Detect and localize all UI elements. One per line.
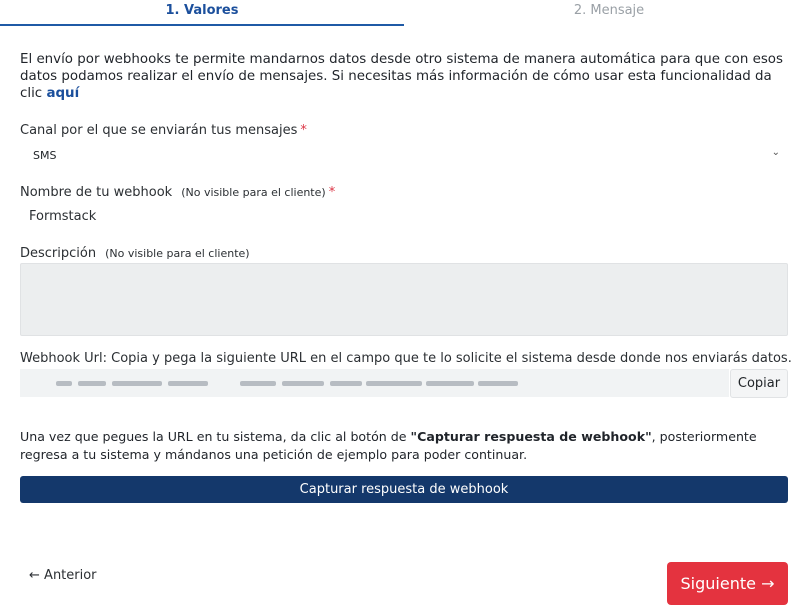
tab-mensaje[interactable]: 2. Mensaje xyxy=(573,3,645,18)
webhook-name-label-text: Nombre de tu webhook xyxy=(20,185,173,200)
capture-webhook-button[interactable]: Capturar respuesta de webhook xyxy=(20,476,788,503)
channel-select[interactable] xyxy=(20,142,788,168)
webhook-name-label xyxy=(20,185,335,200)
back-button[interactable] xyxy=(29,568,97,583)
help-link[interactable]: aquí xyxy=(46,86,80,101)
channel-value: SMS xyxy=(33,149,57,162)
intro-body: El envío por webhooks te permite mandarnos datos desde otro sistema de manera automática para que con esos datos podamos realizar el envío de mensajes. Si necesitas más información de cómo usar esta funcionalidad da clic xyxy=(20,52,783,101)
copy-button[interactable]: Copiar xyxy=(730,369,788,398)
instructions-part1: Una vez que pegues la URL en tu sistema, da clic al botón de xyxy=(20,429,411,444)
arrow-left-icon: ← xyxy=(29,568,40,583)
redacted-url-segment xyxy=(282,381,324,386)
redacted-url-segment xyxy=(478,381,518,386)
instructions-bold: "Capturar respuesta de webhook" xyxy=(410,429,652,444)
next-button[interactable] xyxy=(667,562,788,605)
webhook-url-field[interactable] xyxy=(20,369,729,397)
channel-label xyxy=(20,123,307,138)
webhook-name-hint: (No visible para el cliente) xyxy=(181,186,326,199)
redacted-url-segment xyxy=(78,381,106,386)
description-textarea[interactable] xyxy=(20,263,788,336)
redacted-url-segment xyxy=(366,381,422,386)
next-label: Siguiente xyxy=(680,574,756,593)
webhook-name-value: Formstack xyxy=(29,209,97,224)
instructions-part2: , posteriormente regresa a tu sistema y mándanos una petición de ejemplo para poder continuar. xyxy=(20,429,757,462)
webhook-name-input[interactable] xyxy=(20,203,788,231)
webhook-url-label: Webhook Url: Copia y pega la siguiente URL en el campo que te lo solicite el sistema desde donde nos enviarás datos. xyxy=(20,351,792,366)
description-label-text: Descripción xyxy=(20,246,97,261)
redacted-url-segment xyxy=(56,381,72,386)
redacted-url-segment xyxy=(112,381,162,386)
chevron-down-icon: ⌄ xyxy=(771,147,780,158)
redacted-url-segment xyxy=(330,381,362,386)
required-mark: * xyxy=(300,123,307,138)
required-mark: * xyxy=(328,185,336,200)
redacted-url-segment xyxy=(426,381,474,386)
channel-label-text: Canal por el que se enviarán tus mensajes xyxy=(20,123,298,138)
description-label xyxy=(20,246,250,261)
wizard-tabs xyxy=(0,0,800,26)
back-label: Anterior xyxy=(44,568,97,583)
redacted-url-segment xyxy=(168,381,208,386)
tab-valores[interactable]: 1. Valores xyxy=(0,0,404,26)
intro-text xyxy=(20,51,790,102)
instructions-text xyxy=(20,428,790,464)
description-hint: (No visible para el cliente) xyxy=(105,247,250,260)
redacted-url-segment xyxy=(240,381,276,386)
arrow-right-icon: → xyxy=(761,574,775,593)
